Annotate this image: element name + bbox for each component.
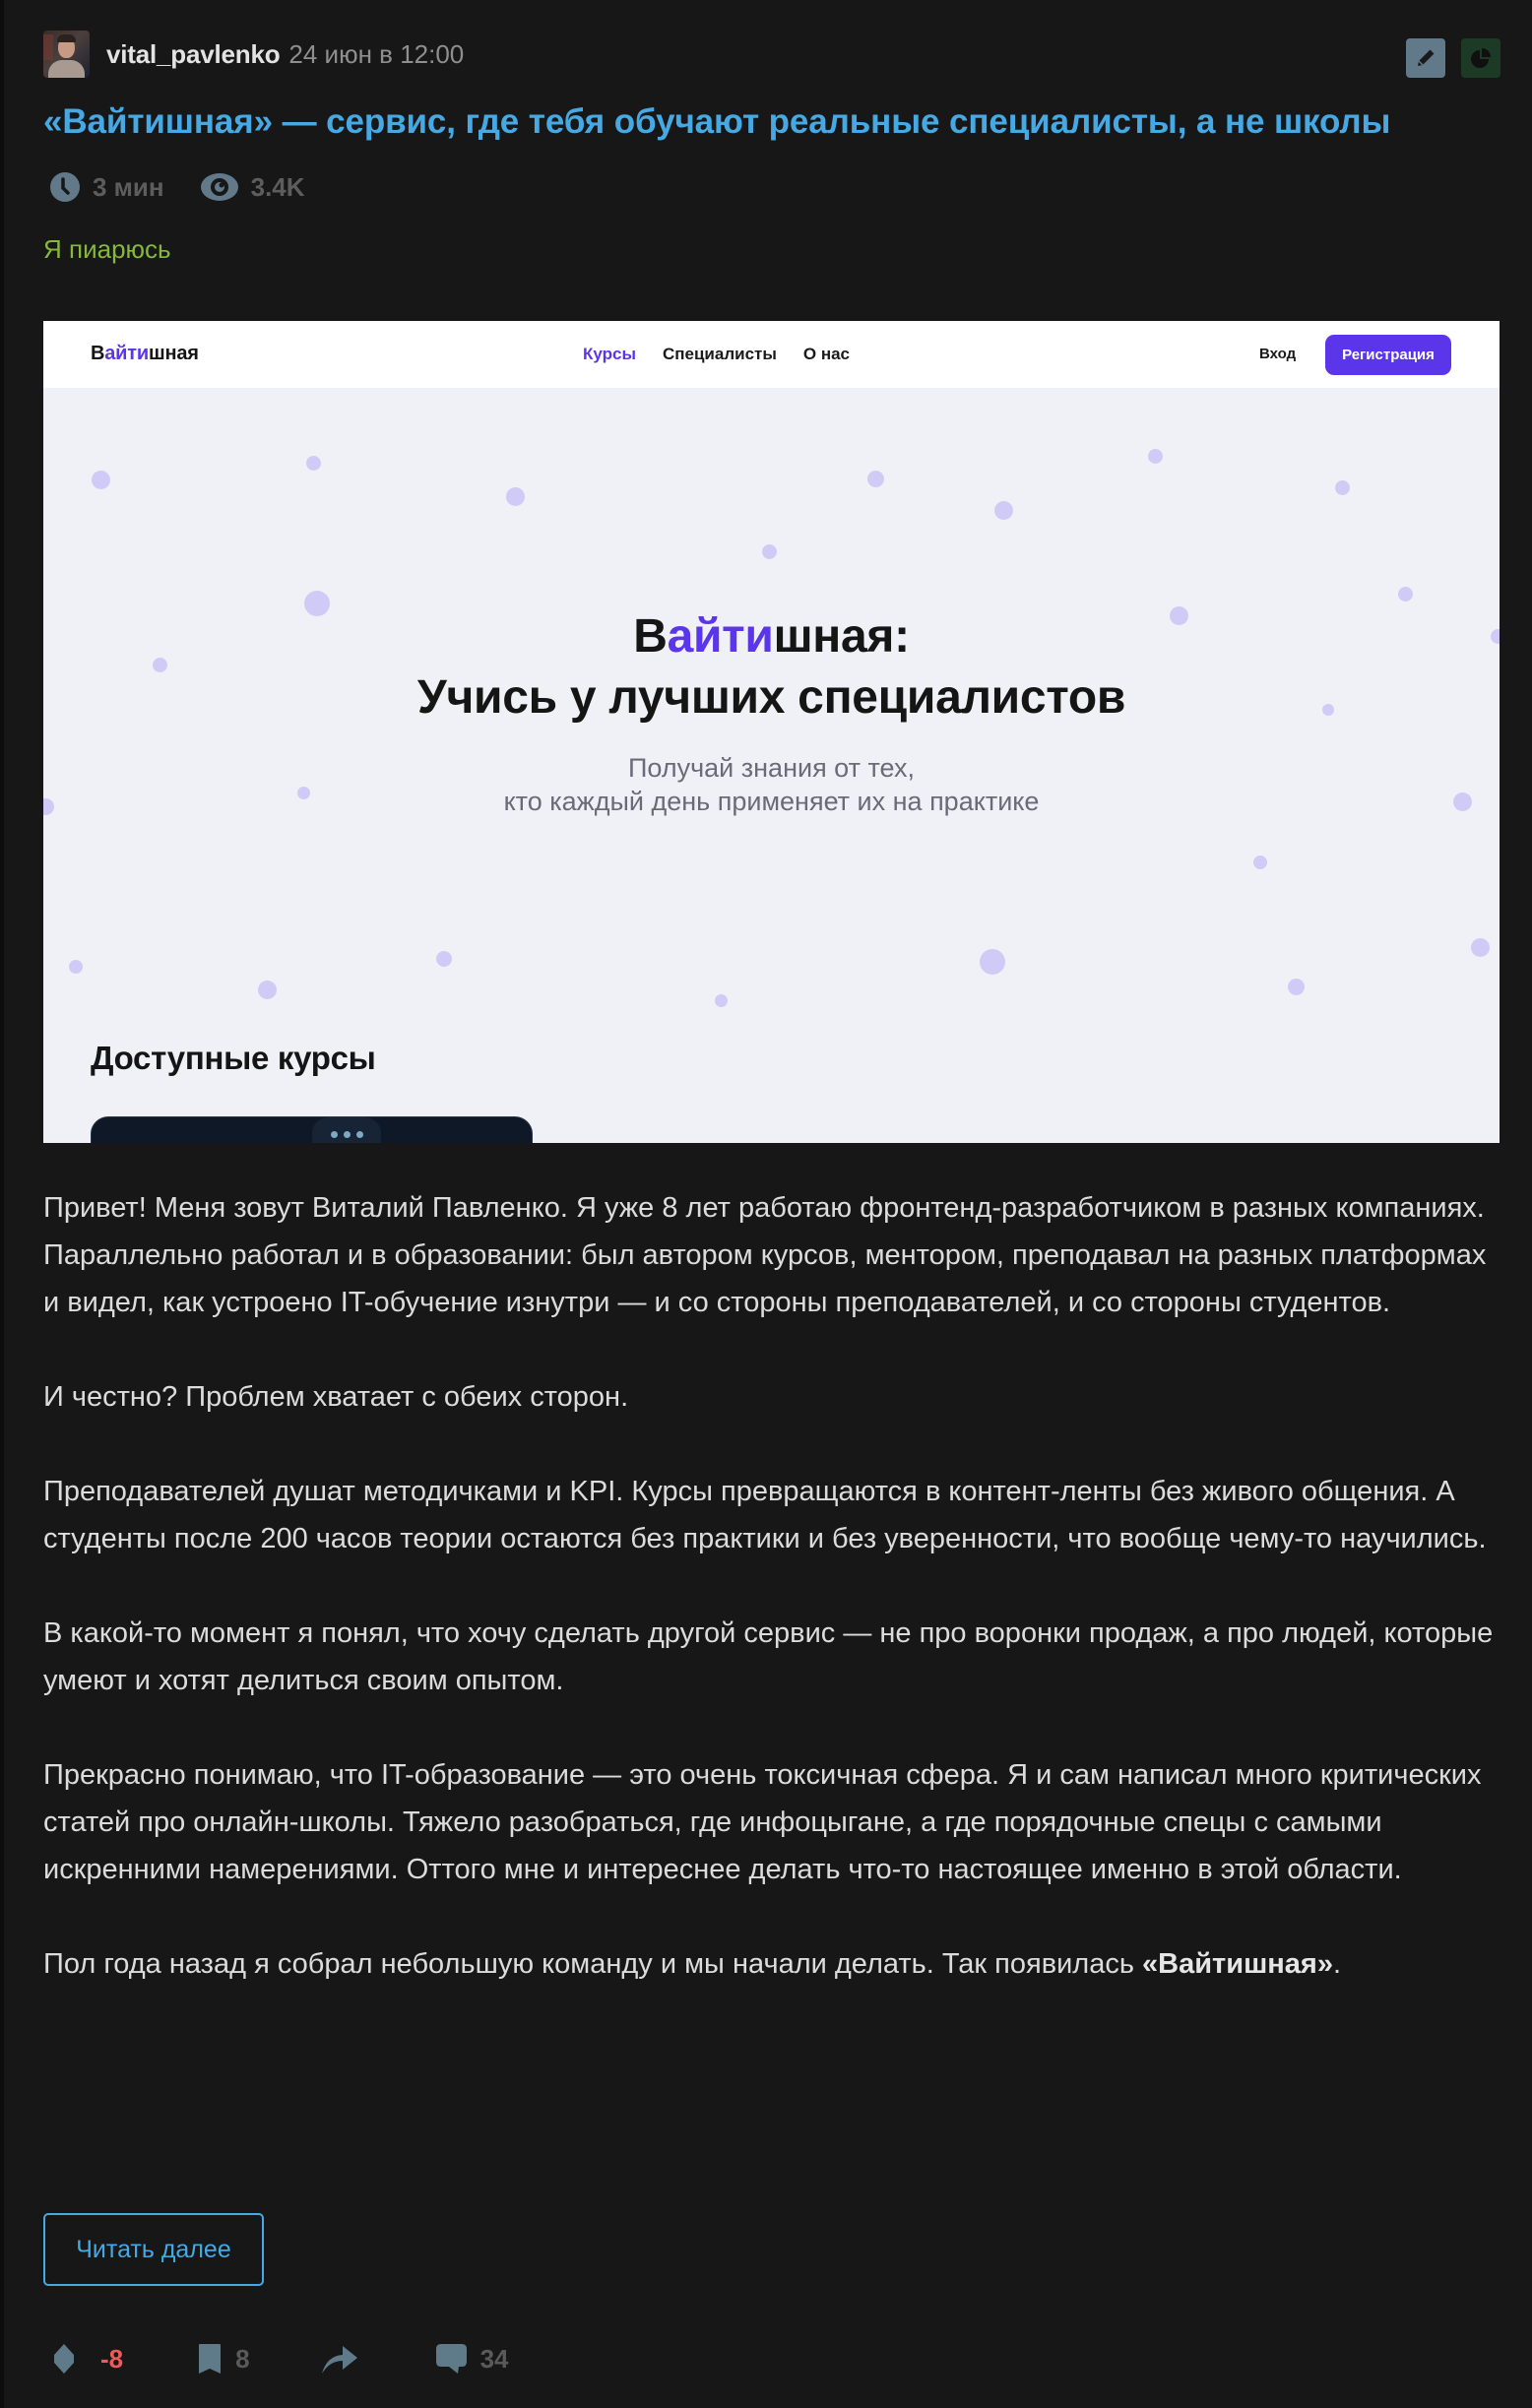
embed-courses-heading: Доступные курсы: [91, 1040, 376, 1076]
reading-time-value: 3 мин: [93, 171, 164, 202]
rating[interactable]: [53, 2343, 123, 2375]
pencil-icon: [1414, 46, 1437, 70]
post-title-link[interactable]: «Вайтишная» — сервис, где тебя обучают реальные специалисты, а не школы: [43, 102, 1391, 141]
decor-dot: [69, 960, 83, 974]
post-meta: [49, 172, 305, 202]
post-actions: [1406, 38, 1500, 78]
bookmark-icon: [198, 2343, 222, 2375]
author-name-link[interactable]: vital_pavlenko: [106, 38, 281, 69]
avatar[interactable]: [43, 31, 90, 78]
decor-dot: [762, 544, 777, 559]
decor-dot: [1288, 979, 1305, 995]
decor-dot: [1335, 480, 1350, 495]
comment-icon: [435, 2343, 468, 2375]
hero-subtitle-line1: Получай знания от тех,: [628, 753, 915, 783]
read-more-button[interactable]: Читать далее: [43, 2213, 264, 2286]
decor-dot: [258, 981, 277, 999]
eye-icon: [200, 171, 239, 203]
hero-title-part: шная:: [773, 610, 910, 663]
logo-part: В: [91, 343, 105, 364]
logo-accent: айти: [104, 343, 149, 364]
post-footer: [53, 2343, 509, 2375]
decor-dot: [715, 994, 728, 1007]
decor-dot: [506, 487, 525, 506]
embed-nav: [583, 345, 850, 364]
hero-title-line1: [43, 606, 1500, 667]
decor-dot: [436, 951, 452, 967]
paragraph-last: [43, 1940, 1500, 1988]
avatar-body: [48, 60, 85, 78]
paragraph: Привет! Меня зовут Виталий Павленко. Я уже 8 лет работаю фронтенд-разработчиком в разных компаниях. Параллельно работал и в образовании: был автором курсов, ментором, преподавал на разных платформах и видел, как устроено IT-обучение изнутри — и со стороны преподавателей, и со стороны студентов.: [43, 1192, 1487, 1318]
hero-title-line2: Учись у лучших специалистов: [416, 671, 1126, 724]
author-row: [43, 31, 464, 78]
vote-icon: [53, 2343, 75, 2375]
hero-title-accent: айти: [667, 610, 774, 663]
paragraph: Преподавателей душат методичками и KPI. Курсы превращаются в контент-ленты без живого общения. А студенты после 200 часов теории остаются без практики и без уверенности, что вообще чему-то научились.: [43, 1476, 1487, 1554]
reading-time: [49, 171, 164, 203]
logo-part: шная: [148, 343, 199, 364]
decor-dot: [1253, 855, 1267, 869]
embed-site-header: [43, 321, 1500, 388]
decor-dot: [92, 471, 110, 489]
rating-value: -8: [100, 2343, 124, 2374]
paragraph-text: .: [1332, 1948, 1342, 1980]
article-body: [43, 1184, 1500, 1988]
embed-register-button: Регистрация: [1325, 335, 1451, 375]
paragraph-bold: «Вайтишная»: [1142, 1948, 1333, 1980]
views-count: 3.4K: [250, 171, 305, 202]
embed-hero-subtitle: [43, 751, 1500, 818]
decor-dot: [980, 949, 1005, 975]
clock-icon: [49, 171, 81, 203]
views: [200, 171, 305, 203]
embed-course-card: [91, 1116, 533, 1143]
comments-count: 34: [479, 2343, 509, 2374]
card-window-pill: [312, 1117, 381, 1143]
decor-dot: [1148, 449, 1163, 464]
post-date: 24 июн в 12:00: [288, 38, 465, 69]
embed-login: Вход: [1259, 346, 1297, 362]
hero-subtitle-line2: кто каждый день применяет их на практике: [503, 787, 1040, 816]
paragraph: Прекрасно понимаю, что IT-образование — это очень токсичная сфера. Я и сам написал много критических статей про онлайн-школы. Тяжело разобраться, где инфоцыгане, а где порядочные спецы с самыми искренними намерениями. Оттого мне и интереснее делать что-то настоящее именно в этой области.: [43, 1759, 1482, 1885]
stats-button[interactable]: [1461, 38, 1500, 78]
embed-logo: [91, 343, 199, 365]
bookmark-count: 8: [235, 2343, 250, 2374]
embed-nav-specialists: Специалисты: [662, 345, 777, 363]
avatar-hair: [57, 34, 76, 42]
embed-nav-courses: Курсы: [583, 345, 636, 363]
hero-title-part: В: [633, 610, 668, 663]
decor-dot: [306, 456, 321, 471]
decor-dot: [1398, 587, 1413, 602]
hub-link[interactable]: Я пиарюсь: [43, 234, 171, 264]
paragraph: И честно? Проблем хватает с обеих сторон.: [43, 1381, 629, 1413]
decor-dot: [867, 471, 884, 487]
ellipsis-icon: [331, 1131, 363, 1138]
bookmark-button[interactable]: [198, 2343, 249, 2375]
avatar-background: [43, 34, 53, 60]
embed-nav-about: О нас: [802, 345, 850, 363]
pie-chart-icon: [1469, 46, 1493, 70]
decor-dot: [1471, 938, 1490, 957]
comments-link[interactable]: [435, 2343, 509, 2375]
paragraph: В какой-то момент я понял, что хочу сделать другой сервис — не про воронки продаж, а про людей, которые умеют и хотят делиться своим опытом.: [43, 1617, 1494, 1696]
decor-dot: [994, 501, 1013, 520]
share-icon: [321, 2343, 358, 2375]
embed-hero-title: [43, 606, 1500, 729]
share-button[interactable]: [321, 2343, 358, 2375]
edit-button[interactable]: [1406, 38, 1445, 78]
lead-image: [43, 321, 1500, 1143]
page-edge: [0, 0, 4, 2408]
paragraph-text: Пол года назад я собрал небольшую команду и мы начали делать. Так появилась: [43, 1948, 1143, 1980]
